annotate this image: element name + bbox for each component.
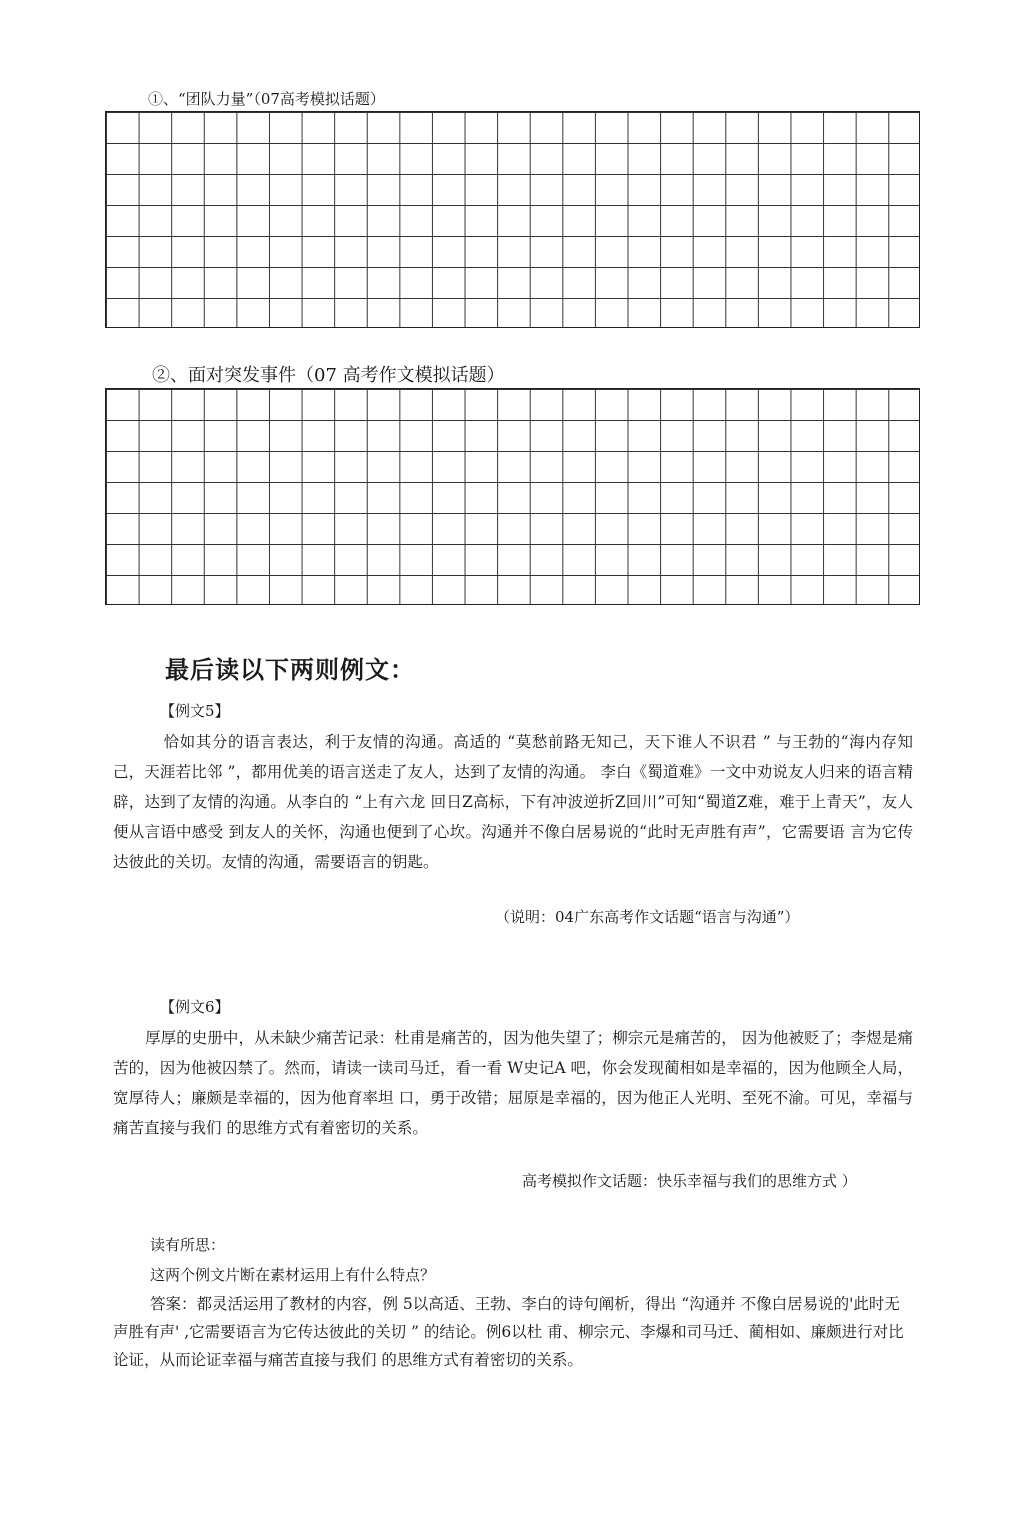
example-5-label: 【例文5】	[160, 702, 230, 720]
example-5-note: （说明：04广东高考作文话题“语言与沟通”）	[495, 908, 800, 926]
reflection-question: 这两个例文片断在素材运用上有什么特点？	[150, 1266, 436, 1284]
example-6-body	[113, 1023, 913, 1143]
writing-grid-1	[105, 111, 920, 328]
reflection-label: 读有所思：	[150, 1236, 226, 1254]
page-heading: 最后读以下两则例文：	[165, 656, 415, 684]
example-6-note: 高考模拟作文话题：快乐幸福与我们的思维方式 ）	[522, 1172, 857, 1190]
section-1-title: ①、“团队力量”（07高考模拟话题）	[148, 90, 385, 108]
example-5-text: 恰如其分的语言表达，利于友情的沟通。高适的 “莫愁前路无知己，天下谁人不识君 ” 与王勃的“海内存知己，天涯若比邻 ”，都用优美的语言送走了友人，达到了友情的沟通。 李白《蜀道难》一文中劝说友人归来的语言精辟，达到了友情的沟通。从李白的 “上有六龙 回日Z高标，下有冲波逆折Z回川”可知“蜀道Z难，难于上青天”，友人便从言语中感受 到友人的关怀，沟通也便到了心坎。沟通并不像白居易说的“此时无声胜有声”，它需要语 言为它传达彼此的关切。友情的沟通，需要语言的钥匙。	[113, 733, 913, 871]
example-5-body	[113, 727, 913, 877]
reflection-answer: 答案：都灵活运用了教材的内容，例 5以高适、王勃、李白的诗句阐析，得出 “沟通并 不像白居易说的'此时无声胜有声' ,它需要语言为它传达彼此的关切 ” 的结论。例6以杜 甫、柳宗元、李爆和司马迁、蔺相如、廉颇进行对比论证，从而论证幸福与痛苦直接与我们 的思维方式有着密切的关系。	[113, 1295, 904, 1369]
example-6-text: 厚厚的史册中，从未缺少痛苦记录：杜甫是痛苦的，因为他失望了；柳宗元是痛苦的， 因为他被贬了；李煜是痛苦的，因为他被囚禁了。然而，请读一读司马迁，看一看 W史记A 吧，你会发现蔺相如是幸福的，因为他顾全人局，宽厚待人；廉颇是幸福的，因为他育率坦 口，勇于改错；屈原是幸福的，因为他正人光明、至死不渝。可见，幸福与痛苦直接与我们 的思维方式有着密切的关系。	[113, 1029, 913, 1137]
section-2-title: ②、面对突发事件（07 高考作文模拟话题）	[152, 365, 505, 386]
writing-grid-2	[105, 388, 920, 605]
reflection-answer-body	[113, 1290, 913, 1374]
example-6-label: 【例文6】	[160, 998, 230, 1016]
